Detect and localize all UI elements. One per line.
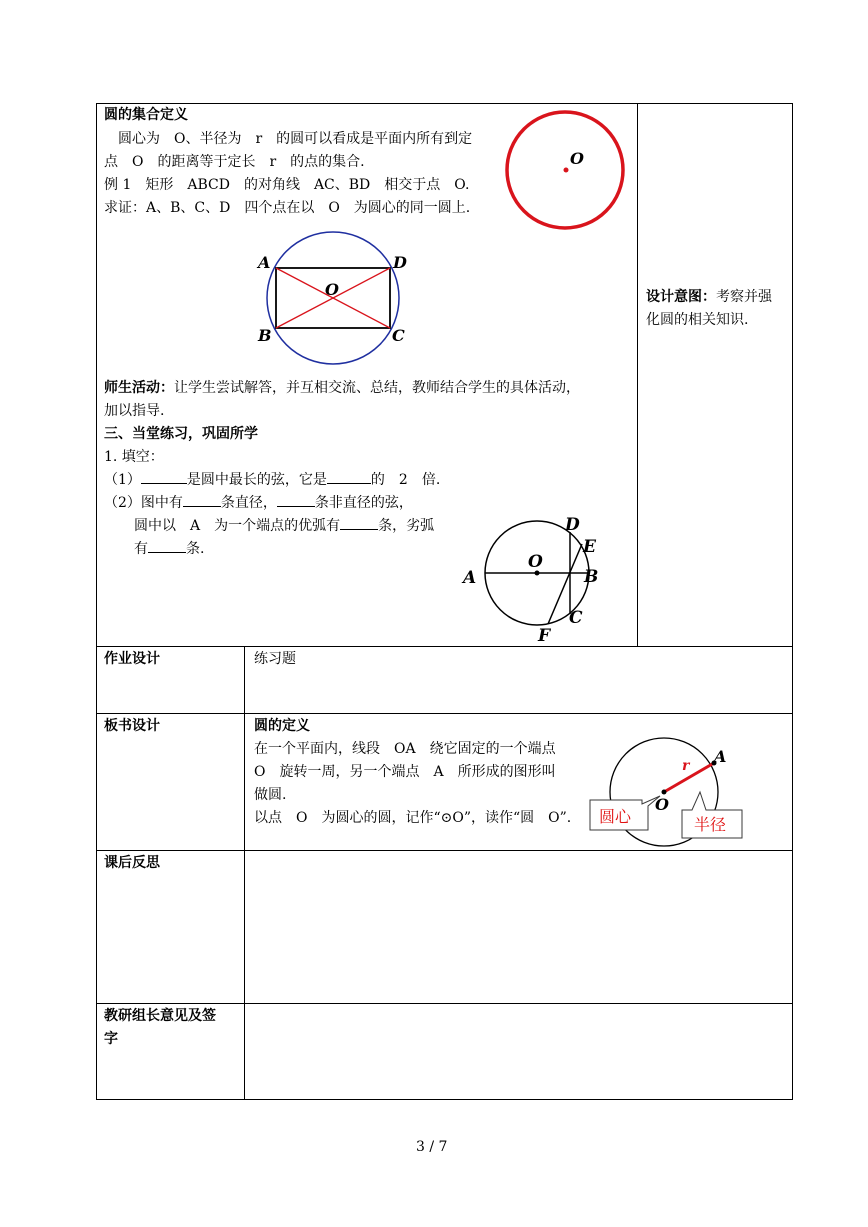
blank	[183, 492, 221, 507]
radius-callout-text: 半径	[694, 815, 727, 834]
board-line-3: 做圆.	[254, 787, 287, 803]
chord-figure	[458, 510, 608, 646]
label-d: D	[393, 253, 407, 272]
label-o: O	[655, 795, 669, 814]
board-line-1: 在一个平面内，线段 OA 绕它固定的一个端点	[254, 741, 556, 757]
board-label: 板书设计	[104, 718, 160, 734]
label-o: O	[528, 552, 543, 572]
homework-label: 作业设计	[104, 651, 160, 667]
label-o: O	[325, 280, 339, 299]
label-b: B	[258, 326, 272, 345]
question-2: （2）图中有 条直径， 条非直径的弦，	[104, 492, 413, 515]
board-line-4: 以点 O 为圆心的圆，记作“⊙O”，读作“圆 O”.	[254, 810, 572, 826]
label-a: A	[463, 568, 477, 588]
red-circle-figure	[500, 108, 630, 232]
rectangle-circle-figure	[252, 228, 422, 368]
center-label: O	[570, 149, 584, 168]
blank	[340, 515, 378, 530]
board-circle-figure	[582, 734, 782, 848]
proof-line: 求证：A、B、C、D 四个点在以 O 为圆心的同一圆上.	[104, 200, 471, 216]
blank	[141, 469, 187, 484]
definition-line-2: 点 O 的距离等于定长 r 的点的集合.	[104, 154, 365, 170]
board-line-2: O 旋转一周，另一个端点 A 所形成的图形叫	[254, 764, 556, 780]
label-c: C	[569, 608, 583, 628]
blank	[277, 492, 315, 507]
board-title: 圆的定义	[254, 718, 310, 734]
practice-title: 三、当堂练习，巩固所学	[104, 426, 258, 442]
definition-line-1: 圆心为 O、半径为 r 的圆可以看成是平面内所有到定	[118, 131, 473, 147]
example-line: 例 1 矩形 ABCD 的对角线 AC、BD 相交于点 O.	[104, 177, 470, 193]
label-e: E	[583, 537, 596, 557]
leader-label-2: 字	[104, 1031, 118, 1047]
center-callout-text: 圆心	[599, 807, 632, 826]
label-f: F	[538, 626, 551, 646]
label-a: A	[714, 747, 727, 766]
design-intent-line-2: 化圆的相关知识.	[646, 312, 749, 328]
question-1: （1） 是圆中最长的弦，它是 的 2 倍.	[104, 469, 440, 492]
label-b: B	[584, 567, 599, 587]
label-c: C	[392, 326, 405, 345]
section-title: 圆的集合定义	[104, 107, 188, 123]
homework-content: 练习题	[254, 651, 296, 667]
design-intent-line-1: 设计意图：考察并强	[646, 289, 772, 305]
blank	[148, 538, 186, 553]
question-2-line-2: 圆中以 A 为一个端点的优弧有 条，劣弧	[134, 515, 434, 538]
label-a: A	[258, 253, 271, 272]
question-head: 1. 填空：	[104, 449, 164, 465]
center-dot	[564, 168, 569, 173]
activity-line-1: 师生活动：让学生尝试解答，并互相交流、总结，教师结合学生的具体活动，	[104, 380, 580, 396]
activity-line-2: 加以指导.	[104, 403, 165, 419]
reflection-label: 课后反思	[104, 855, 160, 871]
page-number: 3 / 7	[416, 1139, 448, 1155]
label-r: r	[682, 758, 690, 774]
blank	[327, 469, 371, 484]
leader-label-1: 教研组长意见及签	[104, 1008, 216, 1024]
question-2-line-3: 有 条.	[134, 538, 204, 561]
label-d: D	[565, 515, 580, 535]
center-dot	[662, 790, 667, 795]
